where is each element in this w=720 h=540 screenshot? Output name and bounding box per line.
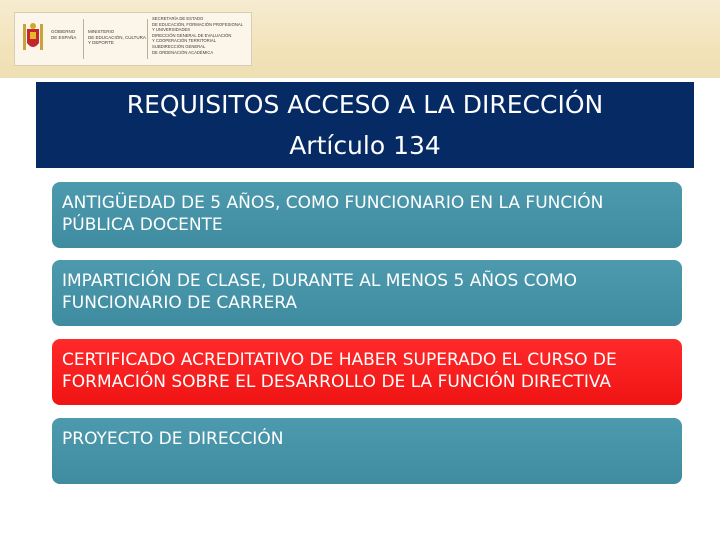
logo-secretaria-6: SUBDIRECCIÓN GENERAL — [152, 43, 206, 49]
slide-subtitle: Artículo 134 — [289, 131, 441, 160]
logo-secretaria-3: Y UNIVERSIDADES — [152, 27, 191, 33]
logo-secretaria-1: SECRETARÍA DE ESTADO — [152, 16, 204, 21]
requirement-item-proyecto: PROYECTO DE DIRECCIÓN — [52, 418, 682, 484]
logo-divider — [147, 19, 148, 59]
requirement-item-antiguedad: ANTIGÜEDAD DE 5 AÑOS, COMO FUNCIONARIO EN LA FUNCIÓN PÚBLICA DOCENTE — [52, 182, 682, 248]
coat-of-arms-icon — [21, 21, 45, 55]
logo-ministerio-1: MINISTERIO — [88, 29, 115, 34]
logo-divider — [83, 19, 84, 59]
logo-ministerio-3: Y DEPORTE — [88, 40, 114, 46]
header-band — [0, 0, 720, 78]
logo-gobierno-1: GOBIERNO — [51, 29, 76, 34]
title-box — [36, 82, 694, 168]
logo-secretaria-7: DE ORDENACIÓN ACADÉMICA — [152, 49, 214, 55]
logo-ministerio-2: DE EDUCACIÓN, CULTURA — [88, 34, 146, 40]
logo-secretaria-5: Y COOPERACIÓN TERRITORIAL — [152, 38, 216, 44]
logo-secretaria-4: DIRECCIÓN GENERAL DE EVALUACIÓN — [152, 32, 232, 38]
requirement-item-certificado: CERTIFICADO ACREDITATIVO DE HABER SUPERADO EL CURSO DE FORMACIÓN SOBRE EL DESARROLLO DE LA FUNCIÓN DIRECTIVA — [52, 339, 682, 405]
ministry-logo — [14, 12, 252, 66]
slide-title: REQUISITOS ACCESO A LA DIRECCIÓN — [126, 90, 604, 119]
requirement-item-imparticion: IMPARTICIÓN DE CLASE, DURANTE AL MENOS 5 AÑOS COMO FUNCIONARIO DE CARRERA — [52, 260, 682, 326]
logo-secretaria-2: DE EDUCACIÓN, FORMACIÓN PROFESIONAL — [152, 21, 243, 27]
logo-gobierno-2: DE ESPAÑA — [51, 34, 77, 40]
